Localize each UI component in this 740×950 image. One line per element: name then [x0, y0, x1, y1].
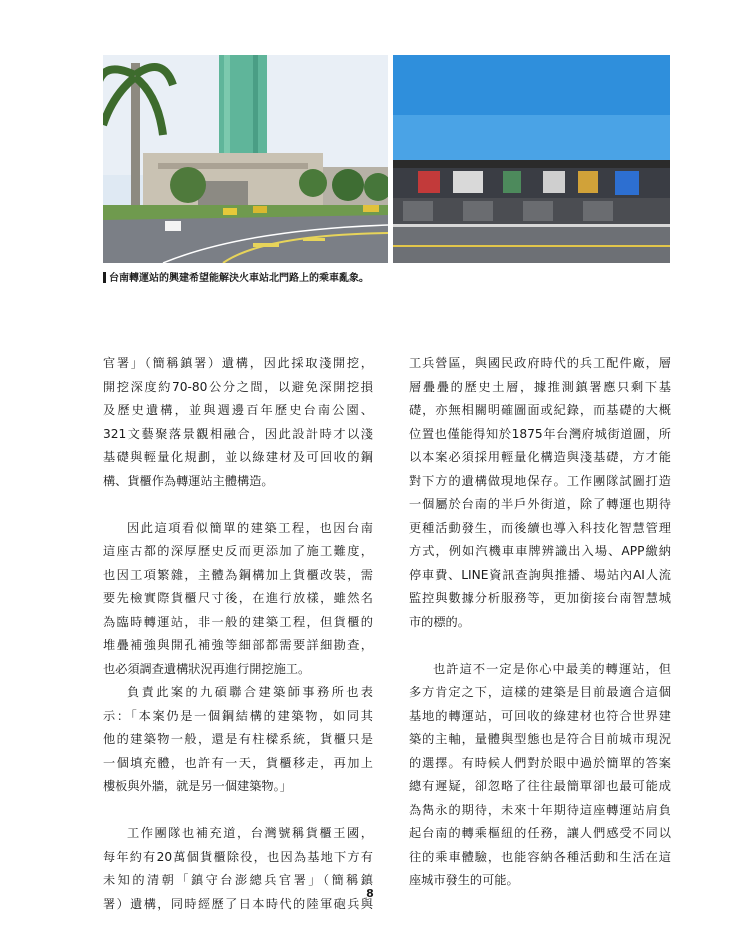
text-line: 監控與數據分析服務等，更加銜接台南智慧城 [409, 591, 671, 605]
text-line: 工作團隊也補充道，台灣號稱貨櫃王國， [127, 826, 373, 840]
text-line: 方式，例如汽機車車牌辨識出入場、APP繳納 [409, 544, 671, 558]
text-line: 位置也僅能得知於1875年台灣府城街道圖，所 [409, 426, 671, 441]
street-photo-illustration [103, 55, 388, 263]
paragraph [103, 681, 373, 799]
text-line: 這座古都的深厚歷史反而更添加了施工難度， [103, 544, 373, 558]
photo-caption [103, 272, 703, 286]
text-line: 更種活動發生，而後續也導入科技化智慧管理 [409, 520, 671, 535]
text-line: 座城市發生的可能。 [409, 873, 519, 887]
text-line: 也必須調查遺構狀況再進行開挖施工。 [103, 661, 311, 676]
text-line: 礎，亦無相關明確圖面或紀錄，而基礎的大概 [409, 403, 671, 417]
text-line: 一個屬於台南的半戶外街道，除了轉運也期待 [409, 497, 671, 511]
text-line: 市的標的。 [409, 614, 470, 629]
text-line: 及歷史遺構，並與週邊百年歷史台南公園、 [103, 403, 373, 417]
station-photo-illustration [393, 55, 670, 263]
text-line: 以本案必須採用輕量化構造與淺基礎，方才能 [409, 450, 671, 464]
text-line: 堆疊補強與開孔補強等細部都需要詳細勘查， [103, 638, 373, 652]
caption-text: 台南轉運站的興建希望能解決火車站北門路上的乘車亂象。 [109, 273, 369, 284]
text-line: 負責此案的九碩聯合建築師事務所也表 [127, 685, 373, 699]
photo-container-station [393, 55, 670, 263]
text-line: 未知的清朝「鎮守台澎總兵官署」（簡稱鎮 [103, 873, 373, 887]
text-line: 因此這項看似簡單的建築工程，也因台南 [127, 520, 373, 535]
text-line: 基礎與輕量化規劃，並以綠建材及可回收的鋼 [103, 450, 373, 464]
text-line: 為臨時轉運站，非一般的建築工程，但貨櫃的 [103, 614, 373, 629]
text-line: 開挖深度約70-80公分之間，以避免深開挖損 [103, 379, 373, 394]
text-line: 也因工項繁雜，主體為鋼構加上貨櫃改裝，需 [103, 567, 373, 582]
text-line: 樓板與外牆，就是另一個建築物。」 [103, 779, 292, 793]
paragraph [103, 517, 373, 682]
article-column-left [103, 352, 373, 916]
text-line: 也許這不一定是你心中最美的轉運站，但 [433, 661, 671, 676]
text-line: 築的主軸，量體與型態也是符合目前城市現況 [409, 732, 671, 746]
text-line: 要先檢實際貨櫃尺寸後，在進行放樣，雖然名 [103, 591, 373, 605]
photo-street-scene [103, 55, 388, 263]
text-line: 工兵營區，與國民政府時代的兵工配件廠，層 [409, 356, 671, 370]
text-line: 停車費、LINE資訊查詢與推播、場站內AI人流 [409, 567, 671, 582]
paragraph [103, 822, 373, 916]
text-line: 321文藝聚落景觀相融合，因此設計時才以淺 [103, 426, 373, 441]
text-line: 為雋永的期待，未來十年期待這座轉運站肩負 [409, 802, 671, 817]
paragraph [103, 352, 373, 493]
text-line: 他的建築物一般，還是有柱樑系統，貨櫃只是 [103, 732, 373, 746]
text-line: 示：「本案仍是一個鋼結構的建築物，如同其 [103, 708, 373, 723]
text-line: 的選擇。有時候人們對於眼中過於簡單的答案 [409, 755, 671, 770]
text-line: 構、貨櫃作為轉運站主體構造。 [103, 473, 274, 488]
text-line: 基地的轉運站，可回收的綠建材也符合世界建 [409, 708, 671, 723]
text-line: 總有遲疑，卻忽略了往往最簡單卻也最可能成 [409, 779, 671, 793]
page-number: 8 [366, 887, 374, 900]
caption-marker [103, 272, 106, 283]
text-line: 每年約有20萬個貨櫃除役，也因為基地下方有 [103, 849, 373, 864]
text-line: 官署」（簡稱鎮署）遺構，因此採取淺開挖， [103, 356, 373, 370]
text-line: 對下方的遺構做現地保存。工作團隊試圖打造 [409, 473, 671, 488]
text-line: 層疊疊的歷史土層，據推測鎮署應只剩下基 [409, 379, 671, 394]
text-line: 起台南的轉乘樞紐的任務，讓人們感受不同以 [409, 826, 671, 840]
text-line: 往的乘車體驗，也能容納各種活動和生活在這 [409, 849, 671, 864]
article-column-right [409, 352, 671, 893]
text-line: 一個填充體，也許有一天，貨櫃移走，再加上 [103, 755, 373, 770]
text-line: 多方肯定之下，這樣的建築是目前最適合這個 [409, 685, 671, 699]
paragraph [409, 658, 671, 893]
text-line: 署）遺構，同時經歷了日本時代的陸軍砲兵與 [103, 896, 373, 911]
paragraph [409, 352, 671, 634]
